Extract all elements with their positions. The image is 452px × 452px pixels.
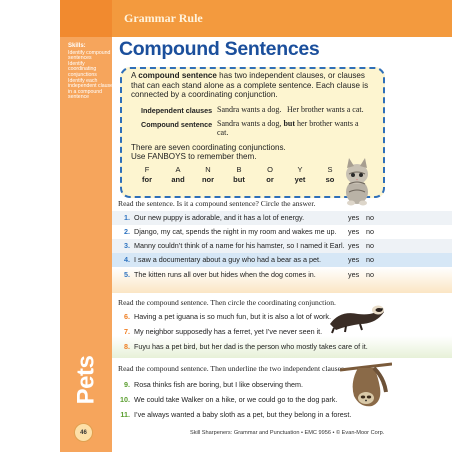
no-option[interactable]: no	[366, 270, 374, 279]
yes-option[interactable]: yes	[348, 255, 360, 264]
skills-panel	[68, 44, 114, 101]
skills-heading: Skills:	[68, 43, 86, 49]
kitten-illustration	[337, 156, 375, 206]
section2-instruction: Read the compound sentence. Then circle the coordinating conjunction.	[118, 298, 336, 307]
ferret-illustration	[326, 300, 386, 334]
question-4: 4. I saw a documentary about a guy who had a bear as a pet.	[124, 255, 321, 264]
question-9: 9. Rosa thinks fish are boring, but I like observing them.	[124, 380, 303, 389]
no-option[interactable]: no	[366, 213, 374, 222]
fanboys-letter: B	[236, 165, 242, 174]
compound-sentence-label: Compound sentence	[141, 120, 213, 129]
sloth-illustration	[340, 362, 392, 412]
fanboys-note: Use FANBOYS to remember them.	[131, 152, 257, 161]
header-banner	[112, 0, 452, 37]
fanboys-letter: A	[175, 165, 181, 174]
conjunction-word: for	[142, 175, 152, 184]
fanboys-letter: F	[144, 165, 150, 174]
fanboys-letter: S	[327, 165, 333, 174]
independent-clause-a: Sandra wants a dog.	[217, 105, 282, 114]
question-3: 3. Manny couldn’t think of a name for his hamster, so I named it Earl.	[124, 241, 345, 250]
independent-clauses-label: Independent clauses	[141, 106, 213, 115]
conjunction-word: yet	[294, 175, 306, 184]
grammar-rule-label: Grammar Rule	[124, 11, 203, 25]
theme-label	[60, 355, 112, 405]
skill-item: Identify each independent clause in a compound sentence	[68, 77, 113, 101]
fanboys-letter: Y	[297, 165, 303, 174]
page-number: 46	[74, 423, 93, 442]
footer-credit: Skill Sharpeners: Grammar and Punctuation • EMC 9956 • © Evan-Moor Corp.	[190, 430, 385, 436]
conjunction-word: but	[233, 175, 245, 184]
yes-option[interactable]: yes	[348, 241, 360, 250]
independent-clause-b: Her brother wants a cat.	[287, 105, 364, 114]
no-option[interactable]: no	[366, 255, 374, 264]
skill-item: Identify compound sentences	[68, 49, 111, 62]
conjunction-word: and	[171, 175, 185, 184]
question-7: 7. My neighbor supposedly has a ferret, yet I’ve never seen it.	[124, 327, 323, 336]
conjunction-word: nor	[201, 175, 215, 184]
question-11: 11. I’ve always wanted a baby sloth as a pet, but they belong in a forest.	[120, 410, 352, 419]
yes-option[interactable]: yes	[348, 227, 360, 236]
page-title: Compound Sentences	[119, 38, 320, 60]
yes-option[interactable]: yes	[348, 213, 360, 222]
no-option[interactable]: no	[366, 227, 374, 236]
fanboys-letter: N	[205, 165, 211, 174]
question-2: 2. Django, my cat, spends the night in my room and wakes me up.	[124, 227, 337, 236]
yes-option[interactable]: yes	[348, 270, 360, 279]
compound-sentence-example: Sandra wants a dog, but her brother wants a cat.	[217, 119, 359, 137]
question-1: 1. Our new puppy is adorable, and it has a lot of energy.	[124, 213, 305, 222]
fanboys-letter: O	[267, 165, 273, 174]
skill-item: Identify coordinating conjunctions	[68, 60, 97, 78]
sidebar-top-band	[60, 0, 112, 37]
theme-text: Pets	[71, 355, 99, 405]
seven-conjunctions-text: There are seven coordinating conjunctions.	[131, 143, 286, 152]
question-8: 8. Fuyu has a pet bird, but her dad is the person who mostly takes care of it.	[124, 342, 368, 351]
section1-instruction: Read the sentence. Is it a compound sentence? Circle the answer.	[118, 199, 316, 208]
question-6: 6. Having a pet iguana is so much fun, but it is also a lot of work.	[124, 312, 331, 321]
question-10: 10. We could take Walker on a hike, or we could go to the dog park.	[120, 395, 338, 404]
no-option[interactable]: no	[366, 241, 374, 250]
question-5: 5. The kitten runs all over but hides when the dog comes in.	[124, 270, 316, 279]
section3-instruction: Read the compound sentence. Then underline the two independent clauses.	[118, 364, 346, 373]
conjunction-word: or	[266, 175, 274, 184]
rule-definition: A compound sentence has two independent clauses, or clauses that can each stand alone as a complete sentence. Each clause is connected by a coordinating conjunction.	[131, 71, 369, 100]
conjunction-word: so	[325, 175, 335, 184]
